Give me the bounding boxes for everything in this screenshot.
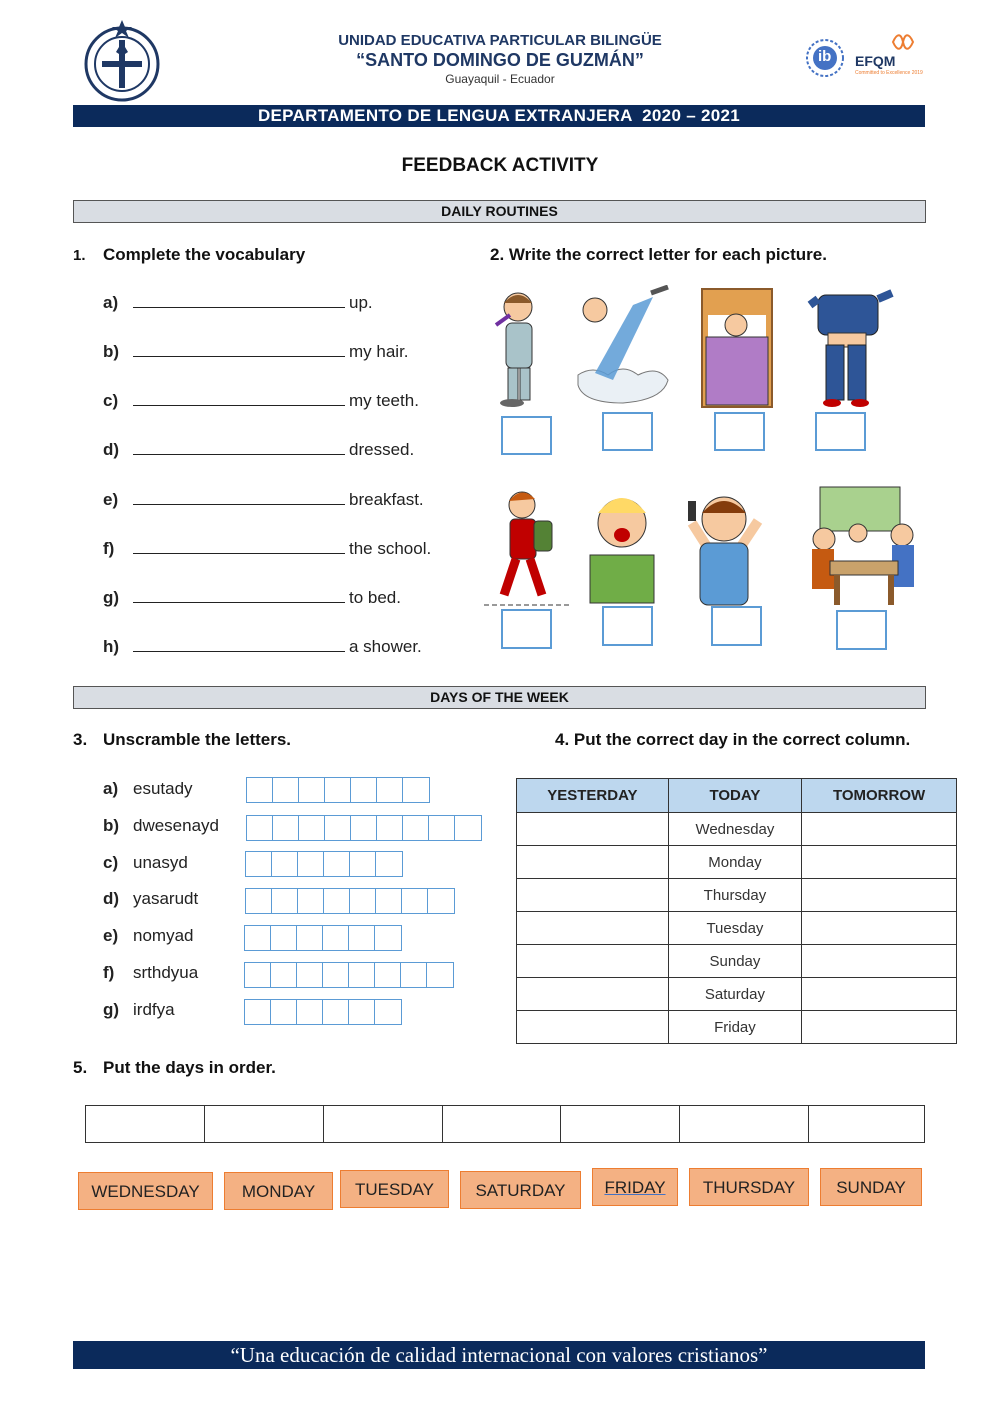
picture-answer-box[interactable] [602, 606, 653, 646]
table-row [517, 978, 957, 1011]
header-tomorrow: TOMORROW [802, 779, 957, 813]
q4-title: 4. Put the correct day in the correct column. [555, 730, 911, 749]
yesterday-cell[interactable] [517, 813, 669, 846]
order-slot[interactable] [561, 1106, 680, 1142]
brushing-teeth-picture [476, 285, 564, 410]
tomorrow-cell[interactable] [802, 879, 957, 912]
vocab-blank[interactable] [133, 637, 345, 652]
sleeping-picture [700, 285, 788, 410]
letter-boxes[interactable] [245, 851, 403, 877]
scramble-letter: a) [103, 779, 119, 798]
letter-boxes[interactable] [246, 777, 430, 803]
days-table-header [517, 779, 957, 813]
vocab-letter: a) [103, 293, 119, 312]
vocab-text: the school. [349, 539, 432, 558]
day-chip-saturday[interactable]: SATURDAY [460, 1171, 581, 1209]
vocab-blank[interactable] [133, 342, 345, 357]
letter-boxes[interactable] [245, 888, 455, 914]
yesterday-cell[interactable] [517, 1011, 669, 1044]
scramble-letter: b) [103, 816, 120, 835]
vocab-row [103, 293, 373, 317]
table-row [517, 813, 957, 846]
vocab-blank[interactable] [133, 293, 345, 308]
scramble-word: nomyad [133, 926, 194, 945]
ib-logo [805, 38, 845, 78]
tomorrow-cell[interactable] [802, 912, 957, 945]
vocab-letter: f) [103, 539, 115, 558]
vocab-row [103, 637, 422, 661]
order-slot[interactable] [324, 1106, 443, 1142]
today-cell: Thursday [668, 879, 801, 912]
vocab-letter: b) [103, 342, 120, 361]
day-chip-friday[interactable]: FRIDAY [592, 1168, 678, 1206]
scramble-word: yasarudt [133, 889, 199, 908]
school-location: Guayaquil - Ecuador [445, 72, 555, 86]
letter-boxes[interactable] [246, 815, 482, 841]
vocab-letter: g) [103, 588, 120, 607]
scramble-row [103, 779, 193, 805]
vocab-row [103, 342, 409, 366]
school-name: “SANTO DOMINGO DE GUZMÁN” [356, 50, 644, 70]
vocab-blank[interactable] [133, 588, 345, 603]
q5-number: 5. [73, 1058, 88, 1077]
vocab-text: dressed. [349, 440, 415, 459]
section-daily-routines: DAILY ROUTINES [73, 200, 926, 223]
vocab-text: to bed. [349, 588, 401, 607]
table-row [517, 1011, 957, 1044]
q3-number: 3. [73, 730, 88, 749]
efqm-logo-text: EFQM [855, 53, 896, 69]
today-cell: Friday [668, 1011, 801, 1044]
letter-boxes[interactable] [244, 962, 454, 988]
q1-title-text: Complete the vocabulary [103, 245, 306, 264]
vocab-row [103, 539, 431, 563]
letter-boxes[interactable] [244, 925, 402, 951]
vocab-blank[interactable] [133, 490, 345, 505]
day-chip-monday[interactable]: MONDAY [224, 1172, 333, 1210]
scramble-letter: g) [103, 1000, 120, 1019]
tomorrow-cell[interactable] [802, 813, 957, 846]
tomorrow-cell[interactable] [802, 978, 957, 1011]
scramble-row [103, 963, 198, 989]
day-chip-sunday[interactable]: SUNDAY [820, 1168, 922, 1206]
having-breakfast-picture [800, 483, 888, 608]
q1-number: 1. [73, 247, 86, 264]
q5-title-text: Put the days in order. [103, 1058, 276, 1077]
order-slot[interactable] [443, 1106, 562, 1142]
tomorrow-cell[interactable] [802, 846, 957, 879]
vocab-blank[interactable] [133, 539, 345, 554]
scramble-word: esutady [133, 779, 193, 798]
getting-dressed-picture [800, 285, 888, 410]
picture-answer-box[interactable] [815, 412, 866, 451]
school-crest [82, 18, 162, 102]
vocab-letter: d) [103, 440, 120, 459]
section-days-of-week: DAYS OF THE WEEK [73, 686, 926, 709]
going-to-school-picture [484, 483, 572, 608]
scramble-letter: c) [103, 853, 119, 872]
day-chip-thursday[interactable]: THURSDAY [689, 1168, 809, 1206]
today-cell: Tuesday [668, 912, 801, 945]
vocab-text: a shower. [349, 637, 422, 656]
order-slot[interactable] [86, 1106, 205, 1142]
shower-picture [573, 285, 661, 410]
picture-answer-box[interactable] [501, 416, 552, 455]
q3-title [73, 730, 291, 750]
vocab-letter: e) [103, 490, 119, 509]
today-cell: Saturday [668, 978, 801, 1011]
scramble-row [103, 816, 219, 842]
tomorrow-cell[interactable] [802, 945, 957, 978]
scramble-word: dwesenayd [133, 816, 220, 835]
scramble-row [103, 926, 193, 952]
picture-answer-box[interactable] [711, 606, 762, 646]
vocab-text: my teeth. [349, 391, 419, 410]
order-slot[interactable] [680, 1106, 808, 1142]
vocab-letter: c) [103, 391, 119, 410]
q2-title: 2. Write the correct letter for each picture. [490, 245, 827, 264]
header-today: TODAY [668, 779, 801, 813]
vocab-blank[interactable] [133, 391, 345, 406]
scramble-word: irdfya [133, 1000, 175, 1019]
order-slot[interactable] [809, 1106, 924, 1142]
vocab-row [103, 588, 401, 612]
table-row [517, 912, 957, 945]
table-row [517, 879, 957, 912]
picture-answer-box[interactable] [714, 412, 765, 451]
efqm-logo-subtext: Committed to Excellence 2019 [855, 70, 923, 76]
scramble-row [103, 1000, 175, 1026]
today-cell: Wednesday [668, 813, 801, 846]
scramble-word: unasyd [133, 853, 188, 872]
scramble-letter: e) [103, 926, 119, 945]
vocab-row [103, 391, 419, 415]
vocab-row [103, 490, 424, 514]
header-yesterday: YESTERDAY [517, 779, 669, 813]
footer-motto: “Una educación de calidad internacional con valores cristianos” [73, 1341, 925, 1369]
picture-answer-box[interactable] [836, 610, 887, 650]
yesterday-cell[interactable] [517, 945, 669, 978]
q3-title-text: Unscramble the letters. [103, 730, 292, 749]
vocab-text: my hair. [349, 342, 409, 361]
waking-up-picture [582, 483, 670, 608]
day-chip-tuesday[interactable]: TUESDAY [340, 1170, 449, 1208]
yesterday-cell[interactable] [517, 846, 669, 879]
letter-boxes[interactable] [244, 999, 402, 1025]
yesterday-cell[interactable] [517, 879, 669, 912]
vocab-row [103, 440, 414, 464]
efqm-logo [853, 33, 923, 83]
scramble-word: srthdyua [133, 963, 199, 982]
days-table [516, 778, 957, 1044]
scramble-letter: f) [103, 963, 115, 982]
table-row [517, 846, 957, 879]
today-cell: Sunday [668, 945, 801, 978]
school-line-1: UNIDAD EDUCATIVA PARTICULAR BILINGÜE [338, 32, 662, 49]
scramble-letter: d) [103, 889, 120, 908]
today-cell: Monday [668, 846, 801, 879]
q5-title [73, 1058, 276, 1078]
page-title: FEEDBACK ACTIVITY [401, 155, 599, 176]
order-slot[interactable] [205, 1106, 324, 1142]
brushing-hair-picture [672, 483, 760, 608]
picture-answer-box[interactable] [501, 609, 552, 649]
department-bar: DEPARTAMENTO DE LENGUA EXTRANJERA 2020 – 2021 [73, 105, 925, 127]
vocab-text: breakfast. [349, 490, 424, 509]
table-row [517, 945, 957, 978]
vocab-text: up. [349, 293, 373, 312]
yesterday-cell[interactable] [517, 978, 669, 1011]
picture-answer-box[interactable] [602, 412, 653, 451]
vocab-blank[interactable] [133, 440, 345, 455]
scramble-row [103, 853, 188, 879]
yesterday-cell[interactable] [517, 912, 669, 945]
q1-title [73, 245, 305, 265]
tomorrow-cell[interactable] [802, 1011, 957, 1044]
day-chip-wednesday[interactable]: WEDNESDAY [78, 1172, 213, 1210]
day-order-slots [85, 1105, 925, 1143]
vocab-letter: h) [103, 637, 120, 656]
scramble-row [103, 889, 198, 915]
ib-logo-text: ib [818, 48, 832, 65]
